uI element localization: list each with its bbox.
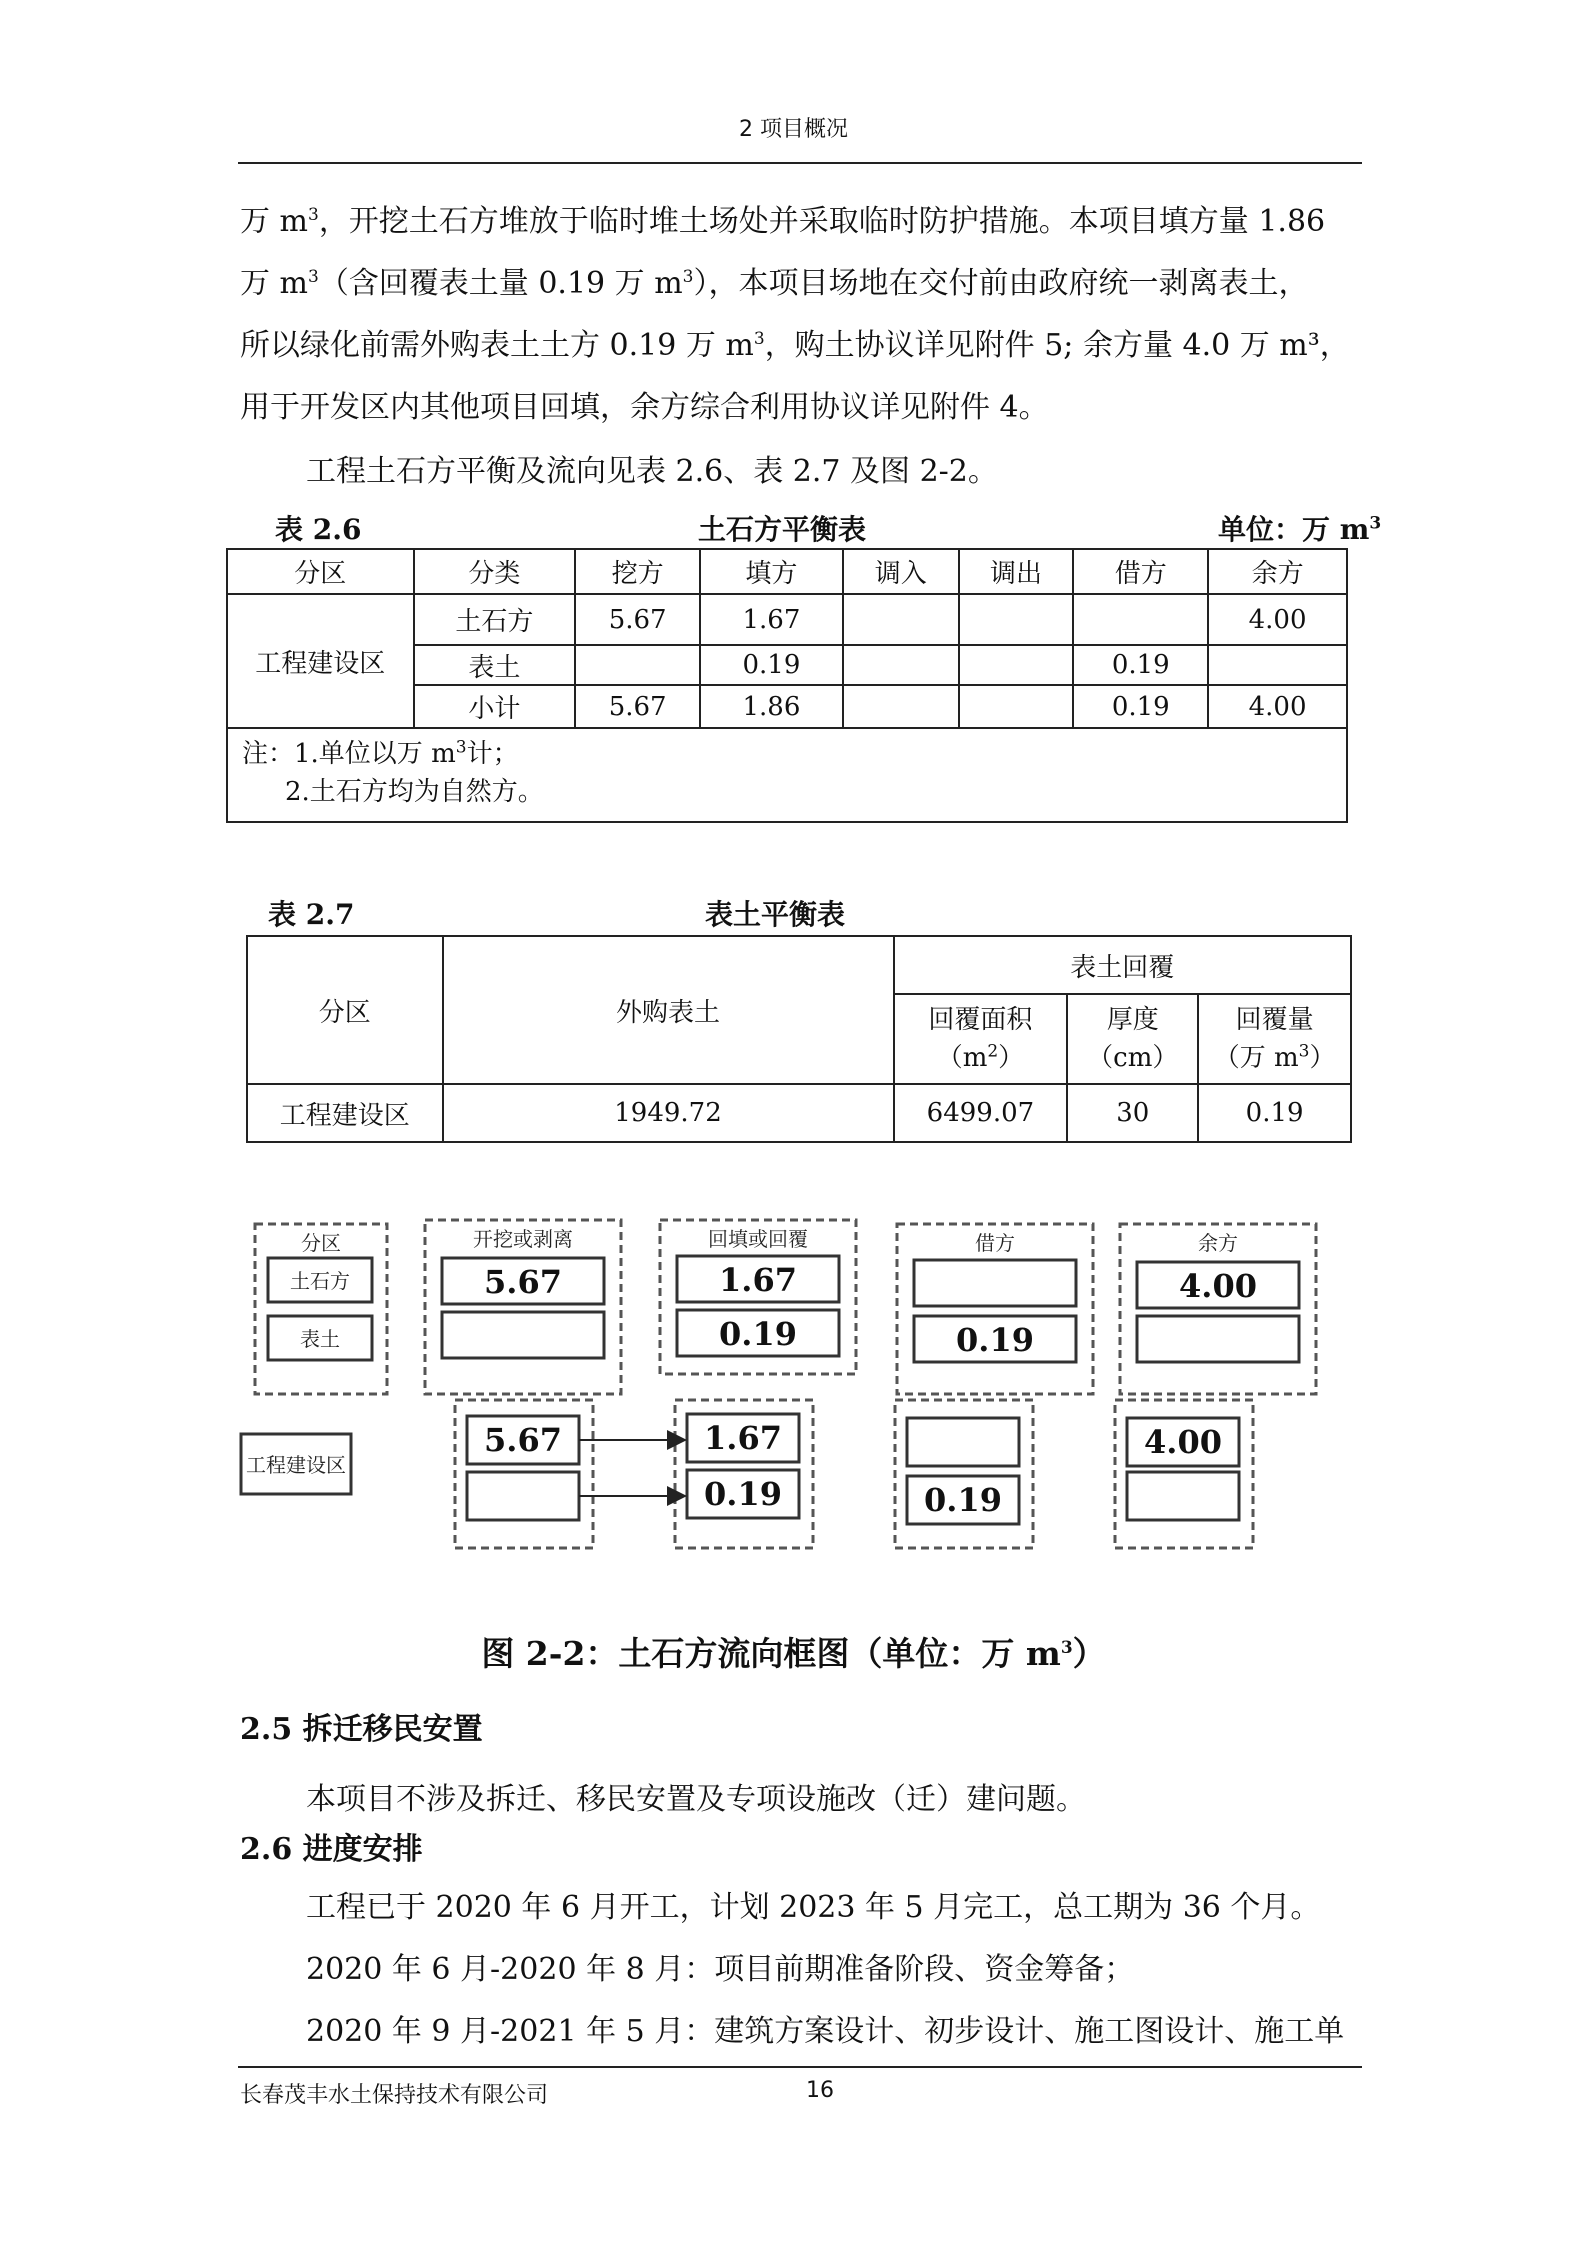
table27-header-cover: 表土回覆 xyxy=(894,936,1351,994)
table26-header: 挖方 xyxy=(575,549,700,594)
paragraph-line-2: 万 $m^3$（含回覆表土量 0.19 万 $m^3$），本项目场地在交付前由政府统一剥离表土， xyxy=(240,266,1309,301)
table26-header-row xyxy=(227,549,1347,594)
table-cell: 0.19 xyxy=(1073,645,1208,685)
diagram-value: 0.19 xyxy=(719,1315,797,1353)
table-cell xyxy=(959,645,1074,685)
table-cell xyxy=(843,685,959,728)
table-cell: 表土 xyxy=(414,645,576,685)
footer-company: 长春茂丰水土保持技术有限公司 xyxy=(240,2083,549,2108)
page-header-title: 2 项目概况 xyxy=(739,117,848,142)
table26 xyxy=(226,548,1348,823)
section-2-5-heading: 2.5 拆迁移民安置 xyxy=(240,1712,483,1747)
diagram-value: 4.00 xyxy=(1179,1267,1257,1305)
table-cell: 6499.07 xyxy=(894,1084,1068,1142)
diagram-value: 4.00 xyxy=(1144,1423,1222,1461)
table27 xyxy=(246,935,1352,1143)
table-row xyxy=(247,1084,1351,1142)
table26-header: 调入 xyxy=(843,549,959,594)
schedule-line: 工程已于 2020 年 6 月开工，计划 2023 年 5 月完工，总工期为 36 个月。 xyxy=(306,1890,1321,1925)
table-cell xyxy=(575,645,700,685)
paragraph-line-4: 用于开发区内其他项目回填，余方综合利用协议详见附件 4。 xyxy=(240,390,1049,425)
column-title: 开挖或剥离 xyxy=(473,1227,573,1251)
schedule-line: 2020 年 9 月-2021 年 5 月：建筑方案设计、初步设计、施工图设计、施工单 xyxy=(306,2014,1345,2049)
table26-header: 余方 xyxy=(1208,549,1347,594)
table-cell: 土石方 xyxy=(414,594,576,645)
table26-zone-cell: 工程建设区 xyxy=(227,594,414,728)
section-2-6-heading: 2.6 进度安排 xyxy=(240,1832,423,1867)
table-cell: 4.00 xyxy=(1208,594,1347,645)
paragraph-line-1: 万 $m^3$，开挖土石方堆放于临时堆土场处并采取临时防护措施。本项目填方量 1.86 xyxy=(240,204,1326,239)
column-title: 回填或回覆 xyxy=(708,1227,808,1251)
table-row xyxy=(227,594,1347,645)
table-cell: 0.19 xyxy=(1198,1084,1351,1142)
table-cell: 1.86 xyxy=(700,685,843,728)
table26-unit: 单位：万 $m^3$ xyxy=(1218,513,1382,546)
paragraph-line-3: 所以绿化前需外购表土土方 0.19 万 $m^3$，购土协议详见附件 5; 余方量 4.0 万 m³， xyxy=(240,328,1350,363)
diagram-value: 0.19 xyxy=(956,1321,1034,1359)
table-cell: 1.67 xyxy=(700,594,843,645)
table26-note-row xyxy=(227,728,1347,822)
table27-header-zone: 分区 xyxy=(247,936,443,1084)
table-cell xyxy=(959,685,1074,728)
table-cell: 5.67 xyxy=(575,594,700,645)
table27-header-row xyxy=(247,936,1351,994)
table26-header: 填方 xyxy=(700,549,843,594)
table27-label: 表 2.7 xyxy=(268,898,355,931)
legend-item: 表土 xyxy=(300,1327,340,1351)
table26-note: 注：1.单位以万 $m^3$计； 2.土石方均为自然方。 xyxy=(227,728,1347,822)
table27-header-thickness: 厚度 （cm） xyxy=(1067,994,1198,1084)
zone-label: 工程建设区 xyxy=(246,1453,346,1477)
figure-caption: 图 2-2：土石方流向框图（单位：万 $m^3$） xyxy=(481,1634,1106,1673)
legend-title: 分区 xyxy=(301,1231,341,1255)
table27-title: 表土平衡表 xyxy=(705,898,846,931)
section-2-5-text: 本项目不涉及拆迁、移民安置及专项设施改（迁）建问题。 xyxy=(306,1782,1086,1817)
table27-header-area: 回覆面积 $(m^2)$ xyxy=(894,994,1068,1084)
table26-header: 分类 xyxy=(414,549,576,594)
table-cell: 4.00 xyxy=(1208,685,1347,728)
table-cell: 5.67 xyxy=(575,685,700,728)
table27-header-amount: 回覆量 （万 $m^3$） xyxy=(1198,994,1351,1084)
column-title: 余方 xyxy=(1198,1231,1238,1255)
table-cell: 0.19 xyxy=(700,645,843,685)
diagram-value: 1.67 xyxy=(719,1261,797,1299)
footer-page-number: 16 xyxy=(806,2078,834,2103)
table-cell: 30 xyxy=(1067,1084,1198,1142)
table-cell: 0.19 xyxy=(1073,685,1208,728)
table-cell xyxy=(843,645,959,685)
diagram-value: 5.67 xyxy=(484,1421,562,1459)
diagram-value: 0.19 xyxy=(924,1481,1002,1519)
table27-header-buy: 外购表土 xyxy=(443,936,894,1084)
diagram-value: 1.67 xyxy=(704,1419,782,1457)
table-cell xyxy=(1208,645,1347,685)
legend-item: 土石方 xyxy=(290,1269,350,1293)
table-cell: 1949.72 xyxy=(443,1084,894,1142)
table26-label: 表 2.6 xyxy=(275,513,362,546)
paragraph-2: 工程土石方平衡及流向见表 2.6、表 2.7 及图 2-2。 xyxy=(306,454,998,489)
table26-header: 调出 xyxy=(959,549,1074,594)
table-cell xyxy=(1073,594,1208,645)
table-cell xyxy=(843,594,959,645)
header-rule xyxy=(238,162,1362,164)
table-cell xyxy=(959,594,1074,645)
flow-diagram xyxy=(235,1210,1345,1555)
table-cell: 工程建设区 xyxy=(247,1084,443,1142)
footer-rule xyxy=(238,2066,1362,2068)
table26-header: 借方 xyxy=(1073,549,1208,594)
schedule-line: 2020 年 6 月-2020 年 8 月：项目前期准备阶段、资金筹备； xyxy=(306,1952,1135,1987)
column-title: 借方 xyxy=(975,1231,1015,1255)
diagram-value: 5.67 xyxy=(484,1263,562,1301)
table26-header: 分区 xyxy=(227,549,414,594)
table26-title: 土石方平衡表 xyxy=(698,513,867,546)
table-cell: 小计 xyxy=(414,685,576,728)
diagram-value: 0.19 xyxy=(704,1475,782,1513)
